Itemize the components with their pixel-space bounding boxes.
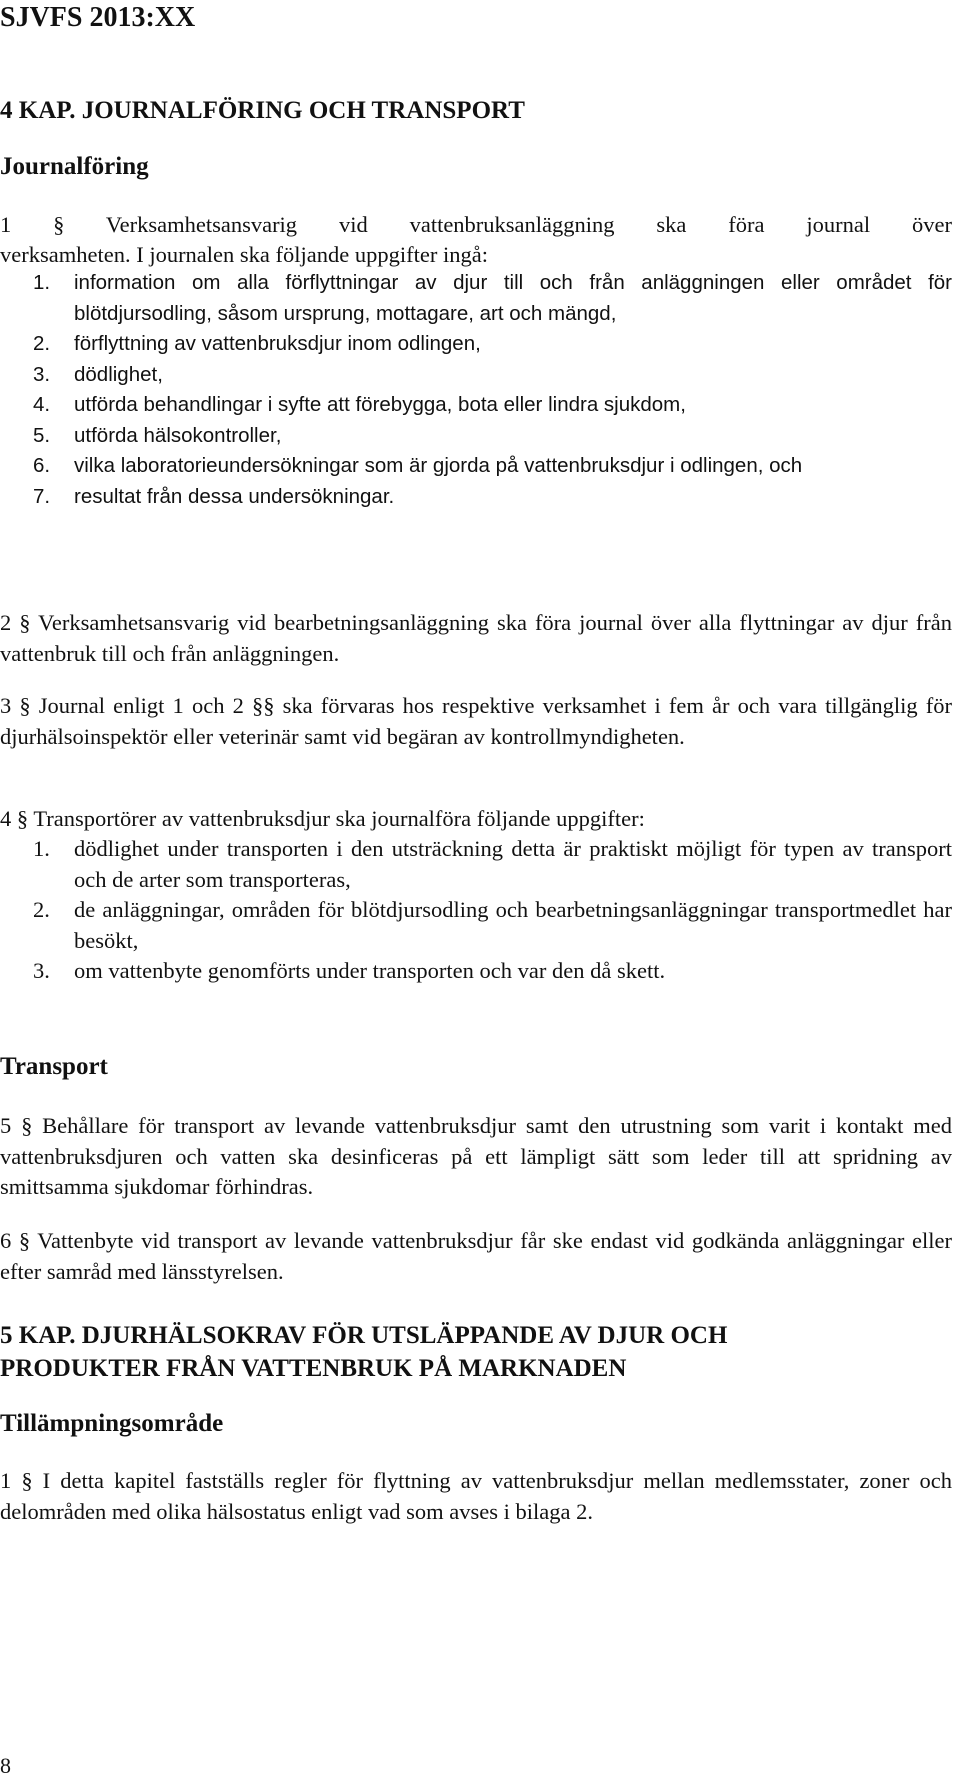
paragraph-2: 2 § Verksamhetsansvarig vid bearbetningsanläggning ska föra journal över alla flyttningar av djur från vattenbruk till och från anläggningen. <box>0 610 952 666</box>
list-item: 4. utförda behandlingar i syfte att förebygga, bota eller lindra sjukdom, <box>33 393 686 416</box>
list-item: 3. om vattenbyte genomförts under transporten och var den då skett. <box>33 958 666 983</box>
chapter-5-title-line-1: 5 KAP. DJURHÄLSOKRAV FÖR UTSLÄPPANDE AV DJUR OCH <box>0 1322 728 1349</box>
list-item: 1. dödlighet under transporten i den utsträckning detta är praktiskt möjligt för typen av transport och de arter som transporteras, <box>33 836 952 892</box>
chapter-5-paragraph-1: 1 § I detta kapitel fastställs regler för flyttning av vattenbruksdjur mellan medlemsstater, zoner och delområden med olika hälsostatus enligt vad som avses i bilaga 2. <box>0 1468 952 1524</box>
paragraph-1-line-1: 1 § Verksamhetsansvarig vid vattenbruksanläggning ska föra journal över <box>0 212 952 237</box>
document-header: SJVFS 2013:XX <box>0 2 196 33</box>
section-heading-tillampningsomrade: Tillämpningsområde <box>0 1410 224 1437</box>
chapter-4-title: 4 KAP. JOURNALFÖRING OCH TRANSPORT <box>0 97 525 124</box>
paragraph-3: 3 § Journal enligt 1 och 2 §§ ska förvaras hos respektive verksamhet i fem år och vara tillgänglig för djurhälsoinspektör eller veterinär samt vid begäran av kontrollmyndigheten. <box>0 693 952 749</box>
paragraph-4: 4 § Transportörer av vattenbruksdjur ska journalföra följande uppgifter: <box>0 806 645 831</box>
transport-items-list <box>33 834 952 987</box>
list-item: 6. vilka laboratorieundersökningar som är gjorda på vattenbruksdjur i odlingen, och <box>33 454 803 477</box>
journal-items-list <box>33 268 952 512</box>
list-item: 2. de anläggningar, områden för blötdjursodling och bearbetningsanläggningar transportmedlet har besökt, <box>33 897 952 953</box>
list-item: 1. information om alla förflyttningar av djur till och från anläggningen eller området för blötdjursodling, såsom ursprung, mottagare, art och mängd, <box>33 271 952 325</box>
list-item: 5. utförda hälsokontroller, <box>33 423 282 447</box>
list-item: 7. resultat från dessa undersökningar. <box>33 484 395 508</box>
page-number: 8 <box>0 1753 11 1778</box>
section-heading-journalforing: Journalföring <box>0 153 149 180</box>
paragraph-6: 6 § Vattenbyte vid transport av levande vattenbruksdjur får ske endast vid godkända anläggningar eller efter samråd med länsstyrelsen. <box>0 1228 952 1284</box>
section-heading-transport: Transport <box>0 1053 108 1080</box>
list-item: 2. förflyttning av vattenbruksdjur inom odlingen, <box>33 332 481 355</box>
paragraph-1-line-2: verksamheten. I journalen ska följande uppgifter ingå: <box>0 242 488 267</box>
chapter-5-title-line-2: PRODUKTER FRÅN VATTENBRUK PÅ MARKNADEN <box>0 1355 627 1382</box>
paragraph-5: 5 § Behållare för transport av levande vattenbruksdjur samt den utrustning som varit i kontakt med vattenbruksdjuren och vatten ska desinficeras på ett lämpligt sätt som leder till att spridning av smittsamma sjukdomar förhindras. <box>0 1113 952 1199</box>
list-item: 3. dödlighet, <box>33 362 163 386</box>
